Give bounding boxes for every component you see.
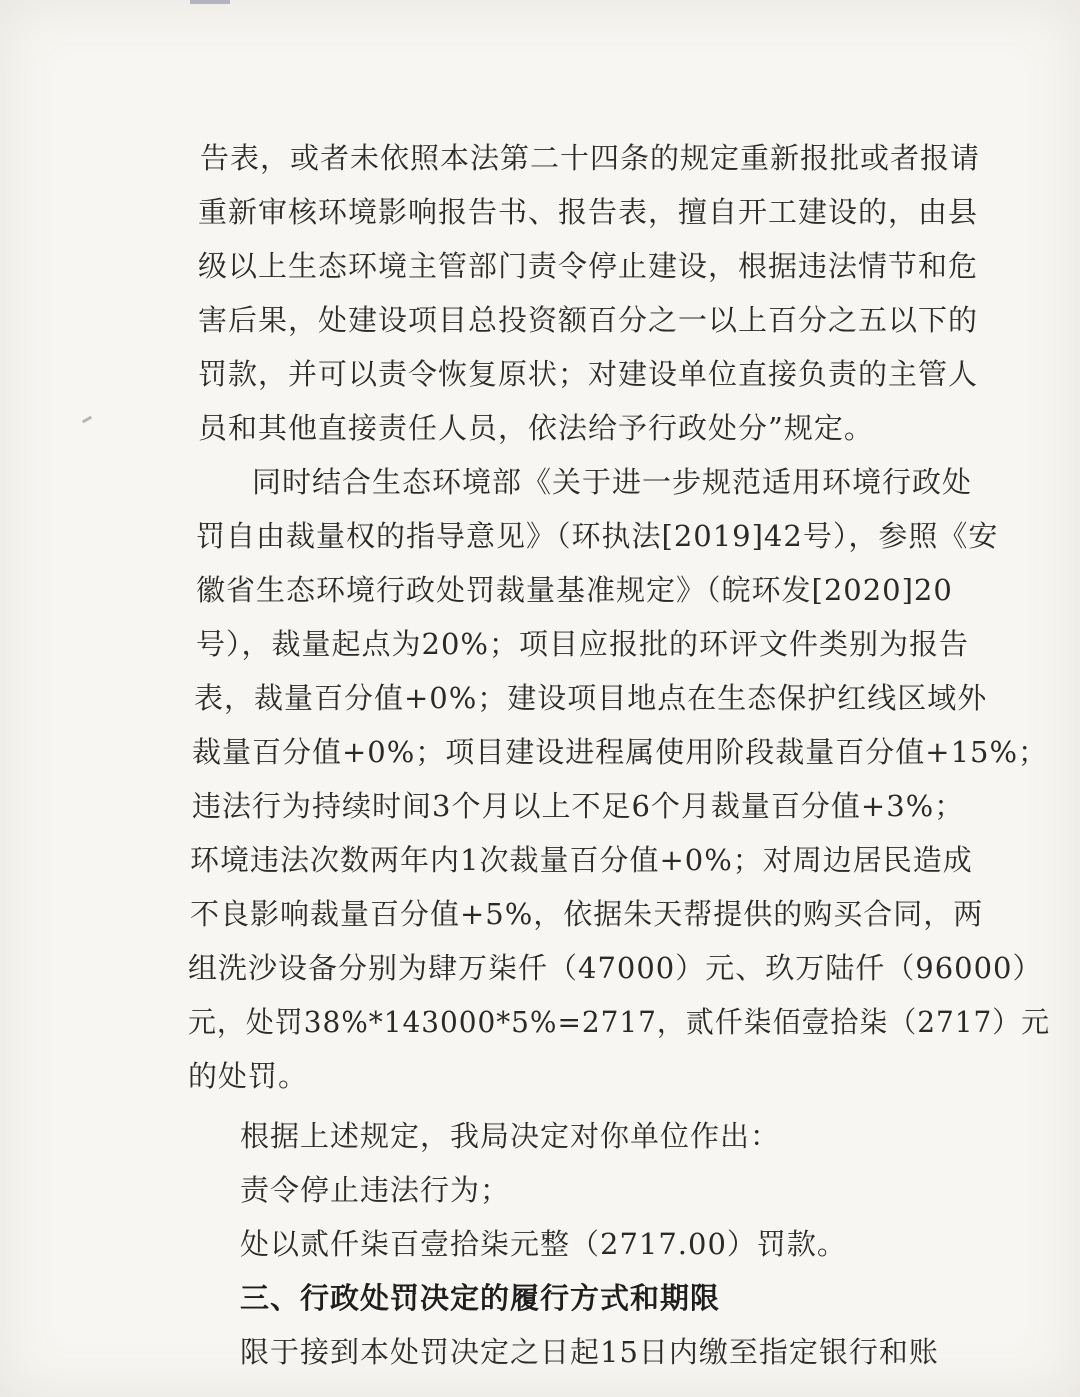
decision-item-2: 处以贰仟柒百壹拾柒元整（2717.00）罚款。 <box>240 1227 847 1261</box>
text-line: 号），裁量起点为20%；项目应报批的环评文件类别为报告 <box>196 627 969 661</box>
text-line: 元，处罚38%*143000*5%=2717，贰仟柒佰壹拾柒（2717）元 <box>188 1005 1051 1039</box>
text-line: 罚款，并可以责令恢复原状；对建设单位直接负责的主管人 <box>198 357 979 391</box>
decision-intro: 根据上述规定，我局决定对你单位作出： <box>240 1119 781 1153</box>
text-line: 重新审核环境影响报告书、报告表，擅自开工建设的，由县 <box>198 195 979 229</box>
text-line: 员和其他直接责任人员，依法给予行政处分”规定。 <box>198 411 874 445</box>
text-line: 不良影响裁量百分值+5%，依据朱天帮提供的购买合同，两 <box>190 897 984 931</box>
text-line: 告表，或者未依照本法第二十四条的规定重新报批或者报请 <box>200 141 981 175</box>
text-line: 罚自由裁量权的指导意见》（环执法[2019]42号），参照《安 <box>196 519 999 553</box>
text-line: 限于接到本处罚决定之日起15日内缴至指定银行和账 <box>240 1335 939 1369</box>
text-line: 害后果，处建设项目总投资额百分之一以上百分之五以下的 <box>198 303 979 337</box>
paragraph-first-line: 同时结合生态环境部《关于进一步规范适用环境行政处 <box>252 465 973 499</box>
text-line: 级以上生态环境主管部门责令停止建设，根据违法情节和危 <box>198 249 979 283</box>
text-line: 环境违法次数两年内1次裁量百分值+0%；对周边居民造成 <box>190 843 973 877</box>
decision-item-1: 责令停止违法行为； <box>240 1173 511 1207</box>
text-line: 违法行为持续时间3个月以上不足6个月裁量百分值+3%； <box>192 789 965 823</box>
text-line: 表，裁量百分值+0%；建设项目地点在生态保护红线区域外 <box>194 681 988 715</box>
section-heading: 三、行政处罚决定的履行方式和期限 <box>240 1281 721 1315</box>
text-line: 的处罚。 <box>188 1059 309 1093</box>
text-line: 徽省生态环境行政处罚裁量基准规定》（皖环发[2020]20 <box>196 573 953 607</box>
text-line: 裁量百分值+0%；项目建设进程属使用阶段裁量百分值+15%； <box>192 735 1049 769</box>
text-line: 组洗沙设备分别为肆万柒仟（47000）元、玖万陆仟（96000） <box>188 951 1043 985</box>
